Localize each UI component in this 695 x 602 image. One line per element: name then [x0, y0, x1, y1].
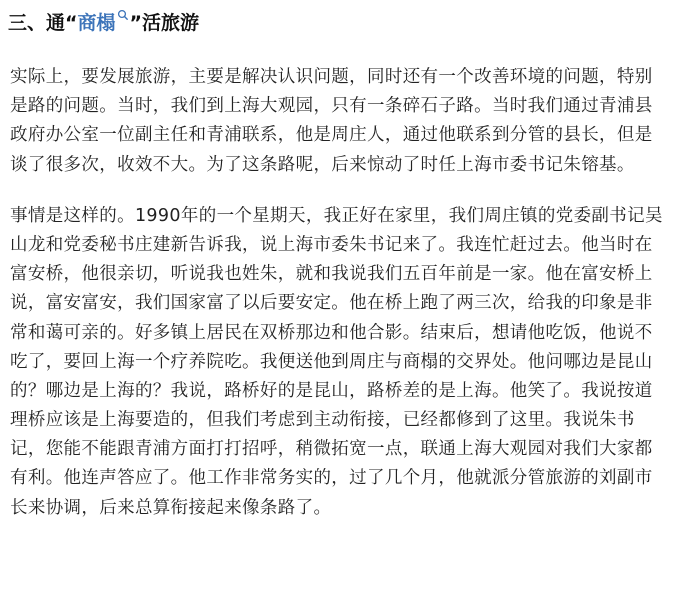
text-line: 实际上，要发展旅游，主要是解决认识问题，同时还有一个改善环境的问题，特别 — [10, 67, 653, 87]
paragraph-2 — [10, 202, 686, 523]
text-line: 理桥应该是上海要造的，但我们考虑到主动衔接，已经都修到了这里。我说朱书 — [10, 410, 635, 431]
text-line: 富安桥，他很亲切，听说我也姓朱，就和我说我们五百年前是一家。他在富安桥上 — [10, 264, 653, 285]
text-line: 常和蔼可亲的。好多镇上居民在双桥那边和他合影。结束后，想请他吃饭，他说不 — [10, 322, 653, 343]
text-line: 山龙和党委秘书庄建新告诉我，说上海市委朱书记来了。我连忙赶过去。他当时在 — [10, 234, 653, 255]
article-body — [10, 63, 686, 523]
text-line: 是路的问题。当时，我们到上海大观园，只有一条碎石子路。当时我们通过青浦县 — [10, 96, 653, 117]
text-line: 谈了很多次，收效不大。为了这条路呢，后来惊动了时任上海市委书记朱镕基。 — [10, 154, 635, 175]
text-line: 有利。他连声答应了。他工作非常务实的，过了几个月，他就派分管旅游的刘副市 — [10, 468, 653, 489]
text-line: 事情是这样的。1990年的一个星期天，我正好在家里，我们周庄镇的党委副书记吴 — [10, 205, 663, 226]
section-heading — [8, 8, 199, 34]
text-line: 长来协调，后来总算衔接起来像条路了。 — [10, 497, 332, 518]
search-icon[interactable] — [117, 8, 129, 24]
search-link-word[interactable]: 商榻 — [77, 11, 116, 34]
text-line: 政府办公室一位副主任和青浦联系，他是周庄人，通过他联系到分管的县长，但是 — [10, 125, 653, 146]
text-line: 记，您能不能跟青浦方面打打招呼，稍微拓宽一点，联通上海大观园对我们大家都 — [10, 439, 653, 460]
heading-prefix: 三、通“ — [8, 11, 78, 34]
text-line: 说，富安富安，我们国家富了以后要安定。他在桥上跑了两三次，给我的印象是非 — [10, 293, 653, 314]
heading-suffix: ”活旅游 — [129, 11, 200, 34]
text-line: 的？哪边是上海的？我说，路桥好的是昆山，路桥差的是上海。他笑了。我说按道 — [10, 380, 653, 401]
paragraph-1 — [10, 63, 686, 180]
text-line: 吃了，要回上海一个疗养院吃。我便送他到周庄与商榻的交界处。他问哪边是昆山 — [10, 351, 653, 372]
